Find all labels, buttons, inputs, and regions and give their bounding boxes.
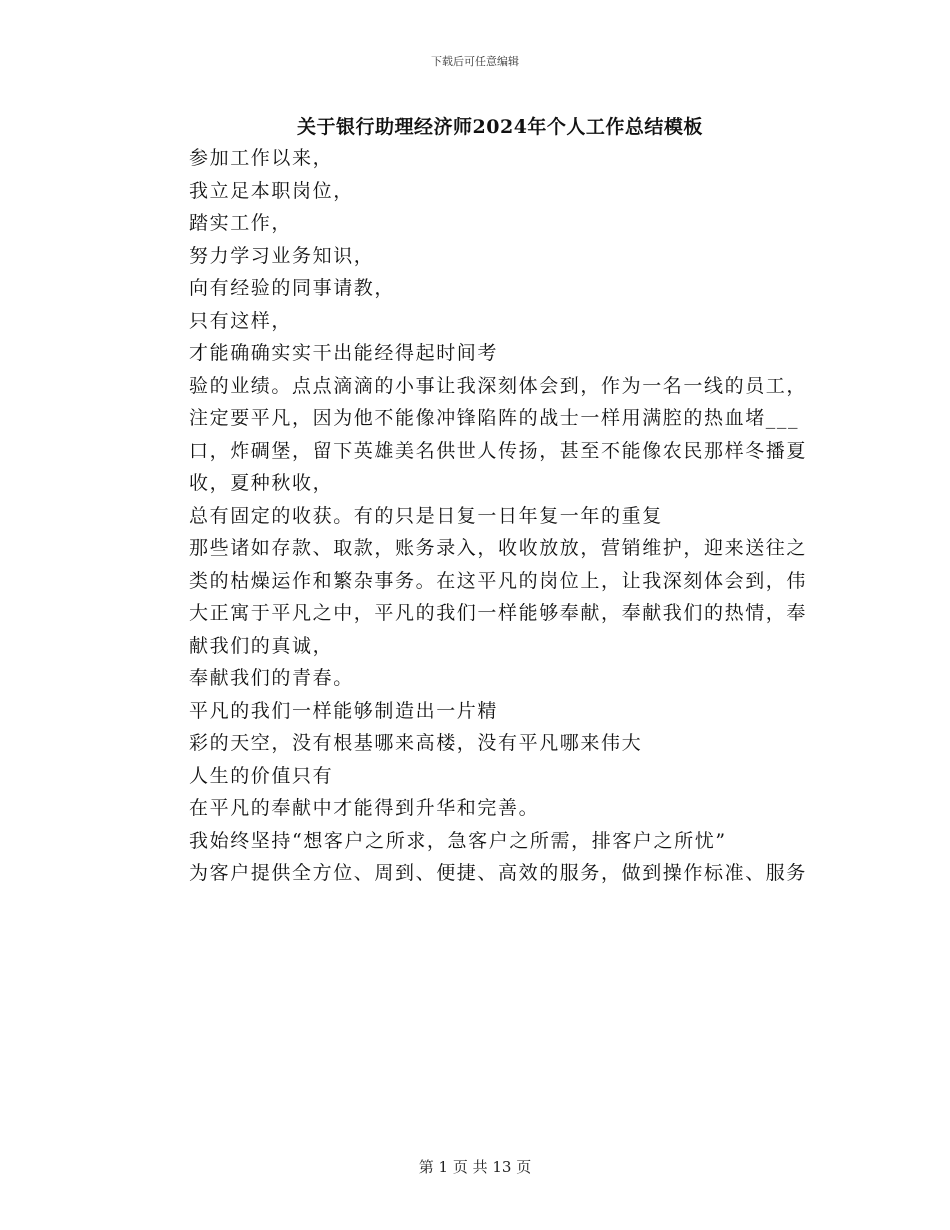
document-body	[143, 142, 823, 890]
paragraph: 彩的天空，没有根基哪来高楼，没有平凡哪来伟大	[189, 732, 643, 754]
paragraph: 向有经验的同事请教，	[189, 277, 396, 299]
paragraph: 大正寓于平凡之中，平凡的我们一样能够奉献，奉献我们的热情，奉	[189, 602, 808, 624]
paragraph: 在平凡的奉献中才能得到升华和完善。	[189, 797, 540, 819]
page-header-note: 下载后可任意编辑	[431, 55, 519, 68]
document-title: 关于银行助理经济师2024年个人工作总结模板	[297, 116, 703, 138]
paragraph: 为客户提供全方位、周到、便捷、高效的服务，做到操作标准、服务	[189, 862, 808, 884]
paragraph: 献我们的真诚，	[189, 634, 334, 657]
paragraph: 人生的价值只有	[189, 764, 334, 787]
page-number: 第 1 页 共 13 页	[418, 1158, 532, 1176]
paragraph: 踏实工作，	[189, 212, 293, 234]
paragraph: 平凡的我们一样能够制造出一片精	[189, 699, 499, 722]
paragraph: 总有固定的收获。有的只是日复一日年复一年的重复	[189, 504, 663, 527]
paragraph: 注定要平凡，因为他不能像冲锋陷阵的战士一样用满腔的热血堵___	[189, 407, 800, 429]
paragraph: 才能确确实实干出能经得起时间考	[189, 342, 499, 364]
paragraph: 那些诸如存款、取款，账务录入，收收放放，营销维护，迎来送往之	[189, 537, 808, 559]
paragraph: 验的业绩。点点滴滴的小事让我深刻体会到，作为一名一线的员工，	[189, 374, 808, 397]
paragraph: 只有这样，	[189, 309, 293, 332]
paragraph: 我立足本职岗位，	[189, 179, 354, 202]
paragraph: 口，炸碉堡，留下英雄美名供世人传扬，甚至不能像农民那样冬播夏	[189, 439, 808, 462]
paragraph: 奉献我们的青春。	[189, 667, 354, 689]
paragraph: 我始终坚持“想客户之所求，急客户之所需，排客户之所忧”	[189, 829, 727, 852]
paragraph: 收，夏种秋收，	[189, 472, 334, 494]
paragraph: 类的枯燥运作和繁杂事务。在这平凡的岗位上，让我深刻体会到，伟	[189, 569, 808, 592]
paragraph: 参加工作以来，	[189, 147, 334, 169]
paragraph: 努力学习业务知识，	[189, 244, 375, 267]
